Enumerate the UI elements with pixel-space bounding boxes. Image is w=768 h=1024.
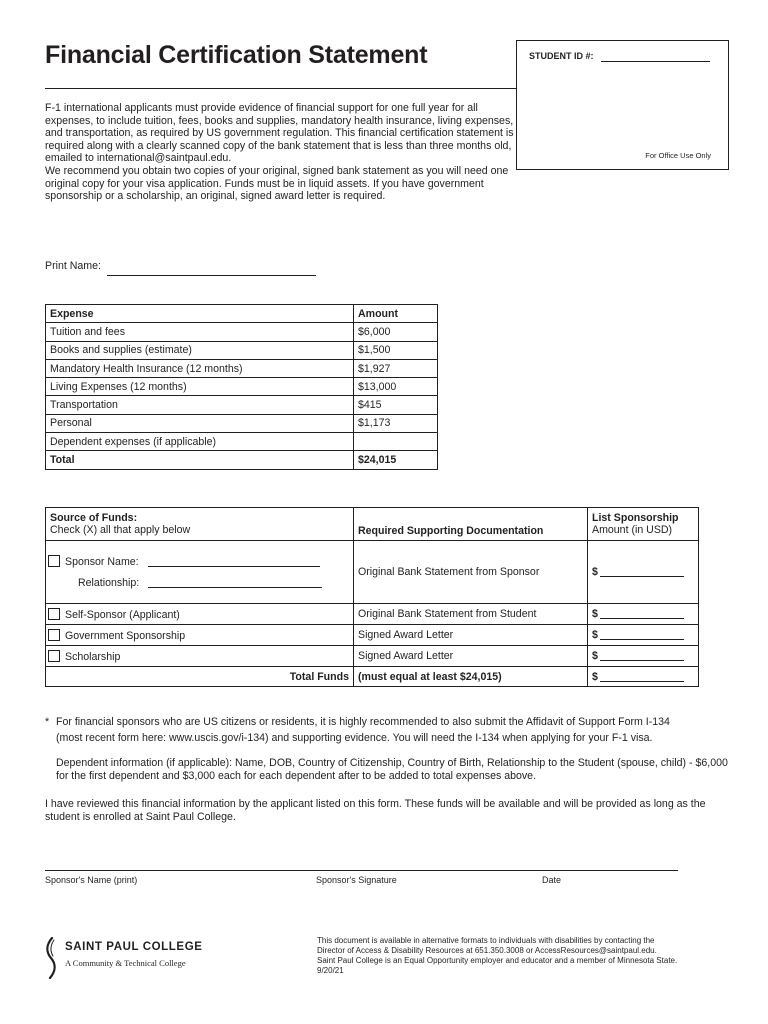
sponsor-cell — [46, 541, 354, 604]
footer-line: This document is available in alternative formats to individuals with disabilities by contacting the — [317, 936, 655, 945]
expense-header-row — [46, 305, 438, 323]
intro-paragraph-2: We recommend you obtain two copies of your original, signed bank statement as you will need one original copy for your visa application. Funds must be in liquid assets. If you have government sponsorship or a scholarship, an original, signed award letter is required. — [45, 164, 509, 203]
expense-label: Dependent expenses (if applicable) — [46, 433, 354, 451]
intro-text — [45, 102, 515, 203]
expense-total-row — [46, 451, 438, 469]
expense-row — [46, 378, 438, 396]
source-column-header — [46, 508, 354, 541]
self-sponsor-doc: Original Bank Statement from Student — [354, 604, 588, 625]
expense-row — [46, 396, 438, 414]
title-divider — [45, 88, 517, 89]
footer-text — [317, 936, 737, 976]
footer-line: Saint Paul College is an Equal Opportunity employer and educator and a member of Minnesota State. — [317, 956, 678, 965]
footnote — [45, 714, 735, 746]
sponsor-checkbox[interactable] — [48, 555, 60, 567]
self-sponsor-amount-field[interactable] — [600, 608, 684, 619]
expense-label: Books and supplies (estimate) — [46, 341, 354, 359]
source-header-title: Source of Funds: — [50, 511, 138, 524]
expense-label: Transportation — [46, 396, 354, 414]
expense-row — [46, 359, 438, 377]
signature-line[interactable] — [45, 870, 678, 871]
amount-header-subtitle: Amount (in USD) — [592, 524, 673, 536]
date-label: Date — [542, 875, 562, 885]
currency-symbol: $ — [592, 670, 598, 683]
footnote-line-1: For financial sponsors who are US citizens or residents, it is highly recommended to also submit the Affidavit of Support Form I-134 — [56, 716, 670, 728]
student-id-field[interactable] — [601, 61, 710, 62]
expense-row — [46, 414, 438, 432]
footnote-marker: * — [45, 716, 50, 728]
sponsor-name-field[interactable] — [148, 556, 320, 567]
currency-symbol: $ — [592, 650, 598, 662]
sponsor-row — [46, 541, 699, 604]
government-label: Government Sponsorship — [65, 629, 186, 642]
expense-label: Tuition and fees — [46, 323, 354, 341]
sponsor-signature-label: Sponsor's Signature — [316, 875, 397, 885]
expense-amount: $1,173 — [354, 414, 438, 432]
logo-college-name: SAINT PAUL COLLEGE — [65, 941, 203, 953]
review-statement: I have reviewed this financial information by the applicant listed on this form. These funds will be available and will be provided as long as the student is enrolled at Saint Paul College. — [45, 798, 706, 823]
sponsor-name-print-label: Sponsor's Name (print) — [45, 875, 138, 885]
total-funds-amount-field[interactable] — [600, 671, 684, 682]
scholarship-checkbox[interactable] — [48, 650, 60, 662]
sponsor-doc: Original Bank Statement from Sponsor — [354, 541, 588, 604]
page-title: Financial Certification Statement — [45, 41, 428, 69]
expense-label: Living Expenses (12 months) — [46, 378, 354, 396]
expense-label: Personal — [46, 414, 354, 432]
scholarship-label: Scholarship — [65, 650, 121, 663]
currency-symbol: $ — [592, 566, 598, 578]
footnote-line-2: (most recent form here: www.uscis.gov/i-134) and supporting evidence. You will need the I-134 when applying for your F-1 visa. — [56, 732, 653, 744]
expense-column-header: Expense — [46, 305, 354, 323]
expense-amount: $1,500 — [354, 341, 438, 359]
expense-amount: $6,000 — [354, 323, 438, 341]
self-sponsor-label: Self-Sponsor (Applicant) — [65, 608, 180, 621]
sponsor-name-label: Sponsor Name: — [65, 556, 139, 568]
expense-label: Mandatory Health Insurance (12 months) — [46, 359, 354, 377]
currency-symbol: $ — [592, 608, 598, 620]
government-amount-field[interactable] — [600, 629, 684, 640]
source-header-subtitle: Check (X) all that apply below — [50, 524, 191, 536]
amount-header-title: List Sponsorship — [592, 511, 679, 524]
student-id-label: STUDENT ID #: — [529, 51, 594, 61]
print-name-field[interactable] — [107, 275, 316, 276]
expense-table — [45, 304, 438, 470]
expense-row — [46, 433, 438, 451]
scholarship-doc: Signed Award Letter — [354, 646, 588, 667]
intro-paragraph-1: F-1 international applicants must provide evidence of financial support for one full year for all expenses, to include tuition, fees, books and supplies, mandatory health insurance, living expenses, and transportation, as required by US government regulation. This financial certification statement is required along with a clearly scanned copy of the bank statement that is less than three months old, emailed to international@saintpaul.edu. — [45, 102, 514, 165]
office-use-note: For Office Use Only — [645, 151, 711, 160]
self-sponsor-checkbox[interactable] — [48, 608, 60, 620]
total-funds-row — [46, 667, 699, 687]
expense-amount: $415 — [354, 396, 438, 414]
total-label: Total — [46, 451, 354, 469]
relationship-field[interactable] — [148, 577, 322, 588]
scholarship-amount-field[interactable] — [600, 650, 684, 661]
expense-amount: $13,000 — [354, 378, 438, 396]
footer-line: Director of Access & Disability Resources at 651.350.3008 or AccessResources@saintpaul.edu. — [317, 946, 657, 955]
scholarship-row — [46, 646, 699, 667]
government-doc: Signed Award Letter — [354, 625, 588, 646]
total-amount: $24,015 — [354, 451, 438, 469]
government-row — [46, 625, 699, 646]
amount-column-header — [588, 508, 699, 541]
total-funds-note: (must equal at least $24,015) — [354, 667, 588, 687]
expense-amount: $1,927 — [354, 359, 438, 377]
currency-symbol: $ — [592, 629, 598, 641]
self-sponsor-row — [46, 604, 699, 625]
amount-column-header: Amount — [354, 305, 438, 323]
relationship-label: Relationship: — [78, 577, 140, 589]
logo-mark-icon — [45, 937, 59, 979]
funds-header-row — [46, 508, 699, 541]
print-name-label: Print Name: — [45, 260, 101, 272]
government-checkbox[interactable] — [48, 629, 60, 641]
logo-tagline: A Community & Technical College — [65, 958, 186, 968]
dependent-expense-amount-field[interactable] — [354, 433, 438, 451]
sponsor-amount-field[interactable] — [600, 566, 684, 577]
source-of-funds-table — [45, 507, 699, 687]
total-funds-label: Total Funds — [46, 667, 354, 687]
office-use-box — [516, 40, 729, 170]
expense-row — [46, 341, 438, 359]
footer-date: 9/20/21 — [317, 966, 344, 975]
expense-row — [46, 323, 438, 341]
dependent-info-text: Dependent information (if applicable): Name, DOB, Country of Citizenship, Country of Birth, Relationship to the Student (spouse, child) - $6,000 for the first dependent and $3,000 each for each dependent after to be added to total expenses above. — [56, 757, 728, 782]
docs-column-header: Required Supporting Documentation — [354, 508, 588, 541]
